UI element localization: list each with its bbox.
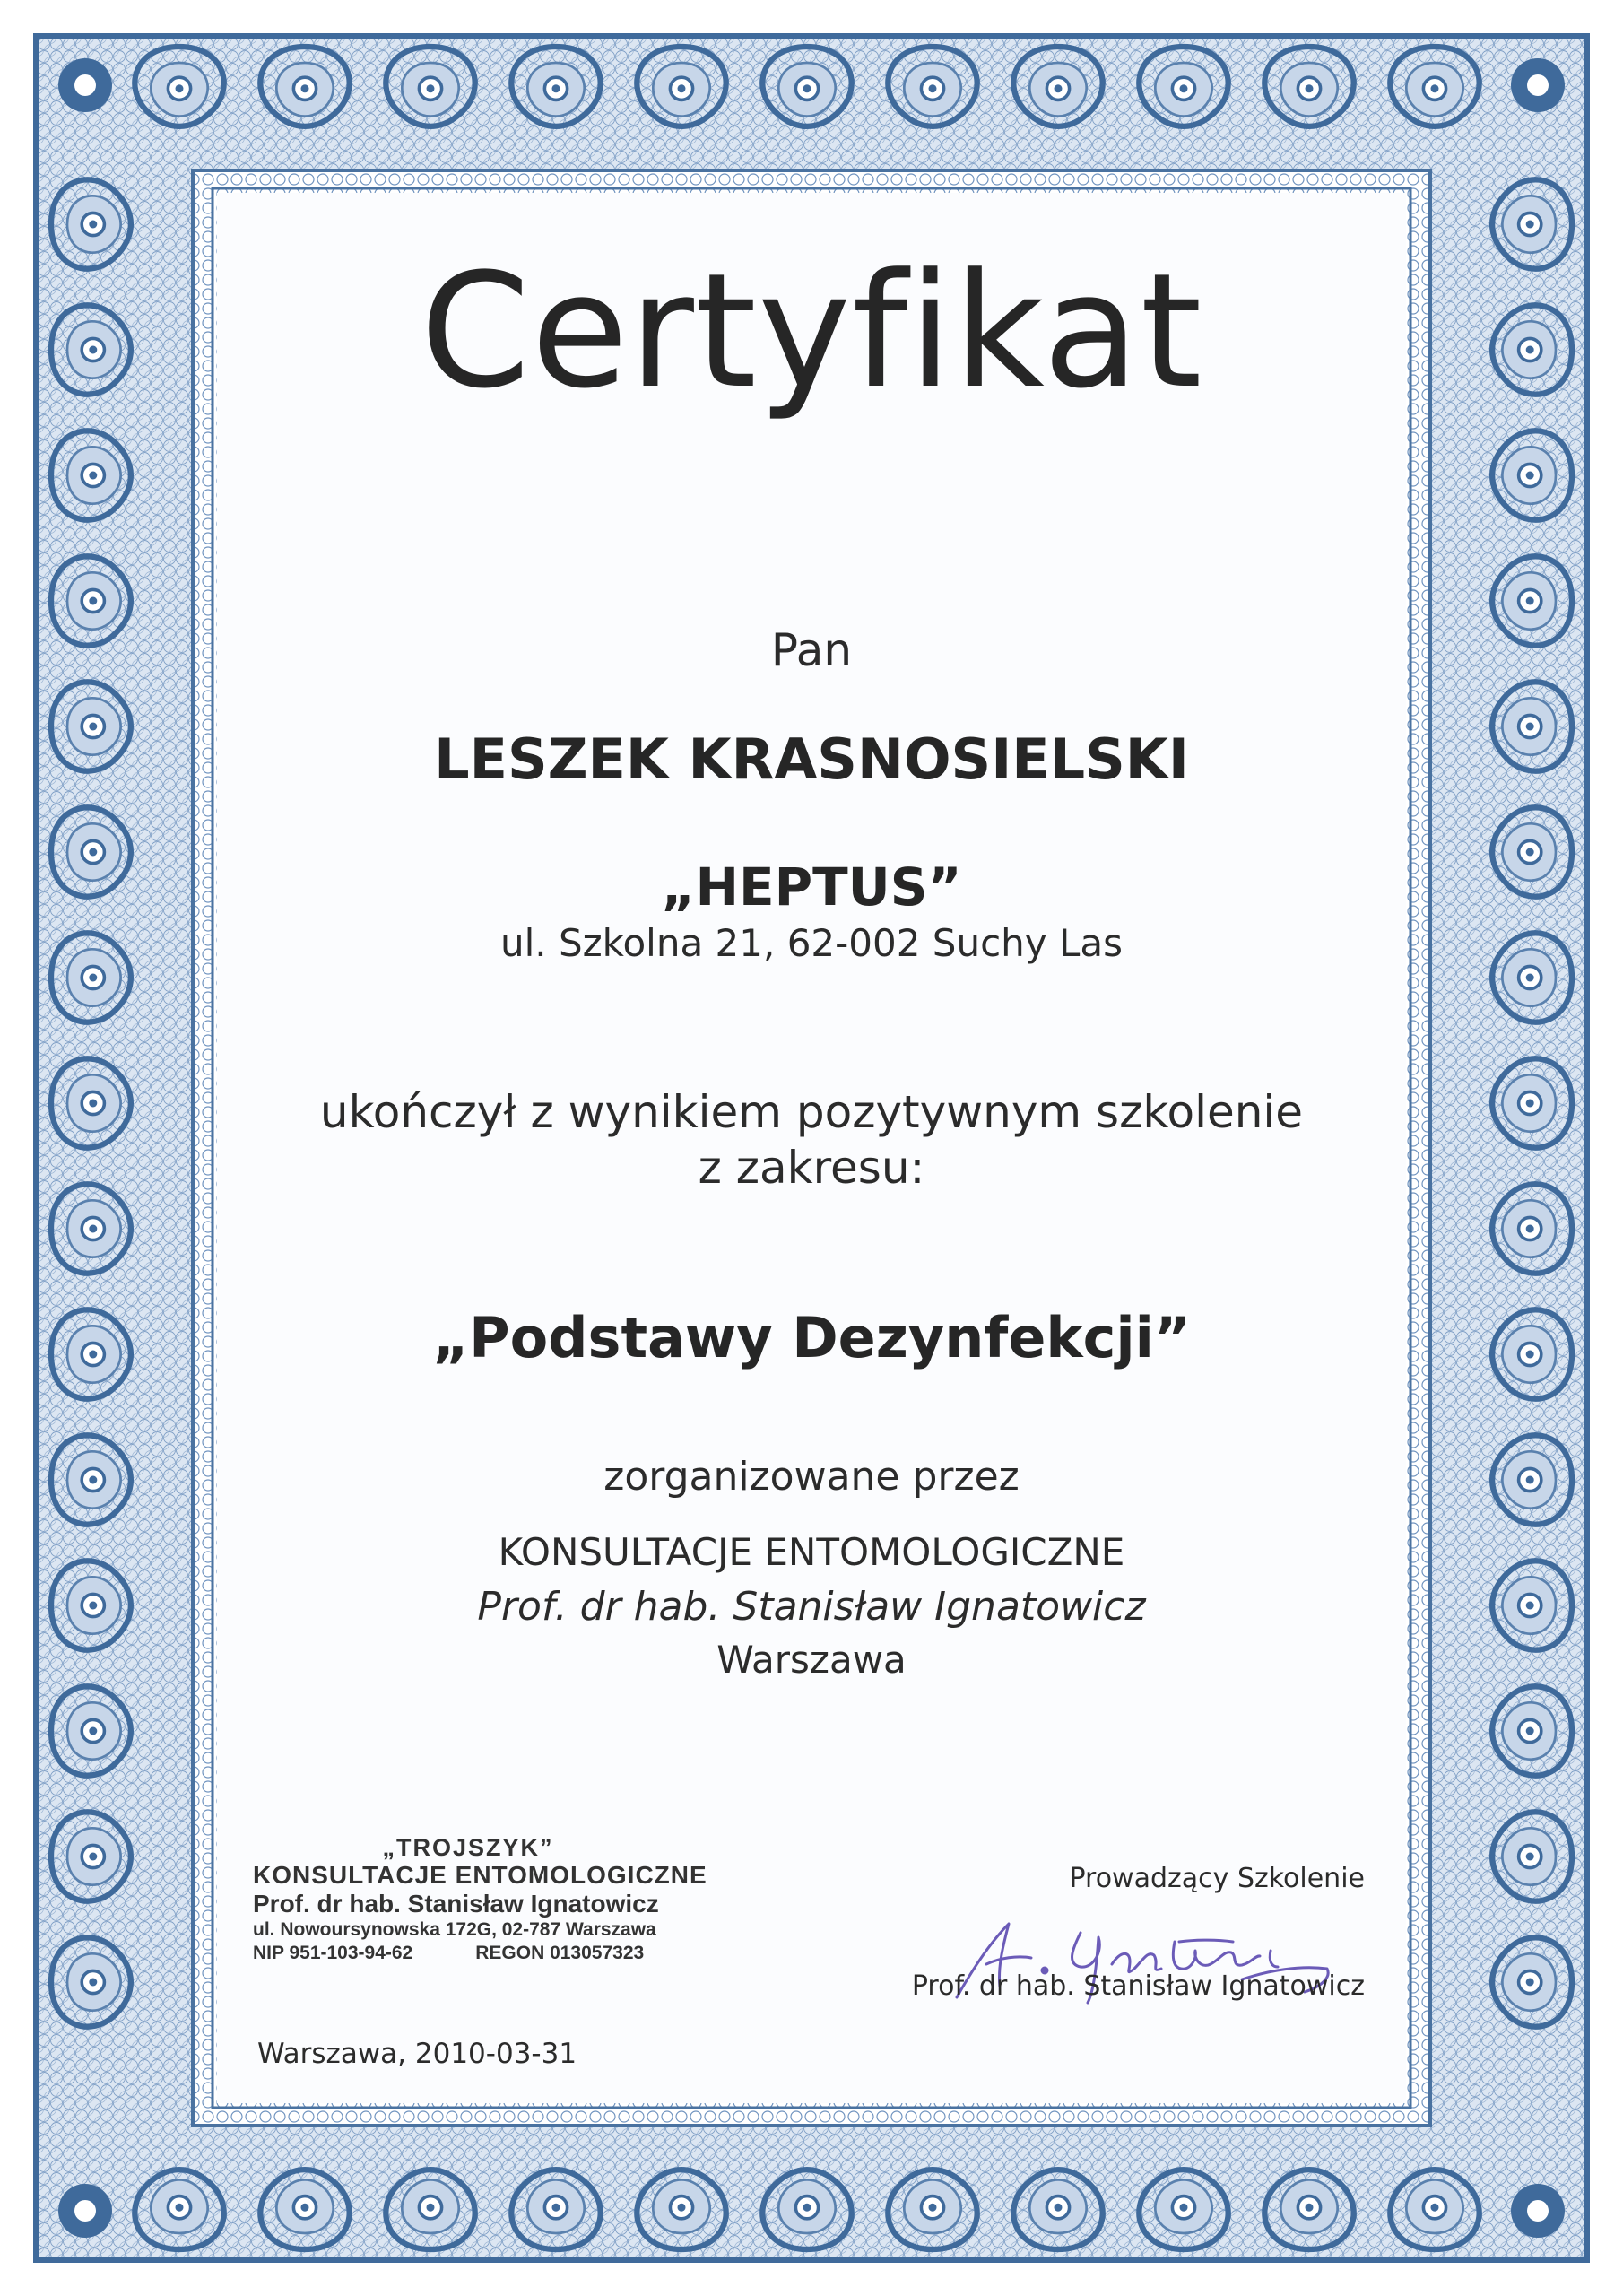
company-name: „HEPTUS” — [661, 857, 962, 918]
certificate-title: Certyfikat — [420, 239, 1203, 423]
organizer-city: Warszawa — [716, 1638, 907, 1682]
stamp-brand: „TROJSZYK” — [382, 1834, 554, 1861]
organizer-person: Prof. dr hab. Stanisław Ignatowicz — [477, 1584, 1146, 1630]
company-address: ul. Szkolna 21, 62-002 Suchy Las — [499, 921, 1124, 965]
organized-by-label: zorganizowane przez — [603, 1454, 1020, 1500]
organizer-name: KONSULTACJE ENTOMOLOGICZNE — [498, 1530, 1125, 1574]
stamp-nip: NIP 951-103-94-62 — [253, 1943, 413, 1963]
course-title: „Podstawy Dezynfekcji” — [432, 1305, 1191, 1370]
company-stamp — [253, 1834, 707, 1965]
stamp-organization: KONSULTACJE ENTOMOLOGICZNE — [253, 1861, 707, 1889]
recipient-name: LESZEK KRASNOSIELSKI — [434, 726, 1189, 792]
stamp-identifiers — [253, 1942, 683, 1965]
completion-statement: ukończył z wynikiem pozytywnym szkolenie — [319, 1086, 1304, 1138]
stamp-regon: REGON 013057323 — [475, 1943, 645, 1963]
signer-role: Prowadzący Szkolenie — [1069, 1863, 1365, 1894]
stamp-address: ul. Nowoursynowska 172G, 02-787 Warszawa — [253, 1919, 656, 1940]
completion-statement-scope: z zakresu: — [698, 1142, 925, 1194]
stamp-person: Prof. dr hab. Stanisław Ignatowicz — [253, 1890, 659, 1918]
place-and-date: Warszawa, 2010-03-31 — [257, 2038, 577, 2070]
salutation: Pan — [770, 624, 853, 676]
signer-name: Prof. dr hab. Stanisław Ignatowicz — [911, 1970, 1365, 2002]
